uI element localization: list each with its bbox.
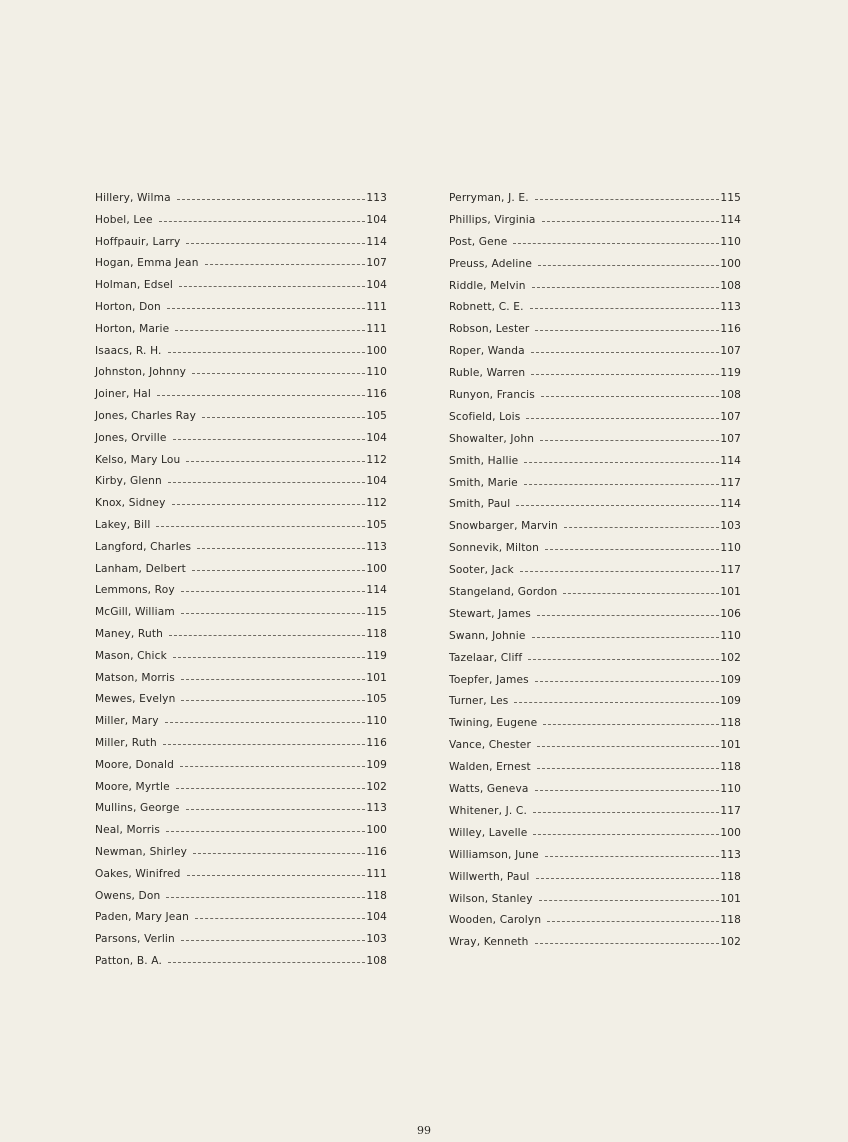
dot-leader	[524, 462, 719, 463]
index-entry	[449, 236, 741, 258]
entry-name: Scofield, Lois	[449, 410, 521, 423]
index-entry	[449, 345, 741, 367]
index-entry	[95, 672, 387, 694]
dot-leader	[195, 918, 365, 919]
entry-name: Smith, Marie	[449, 476, 518, 489]
dot-leader	[168, 962, 365, 963]
index-entry	[449, 323, 741, 345]
entry-name: Lanham, Delbert	[95, 562, 186, 575]
entry-name: Stangeland, Gordon	[449, 586, 558, 599]
entry-page-number: 100	[366, 824, 387, 837]
entry-page-number: 108	[366, 954, 387, 967]
index-entry	[449, 695, 741, 717]
entry-name: Walden, Ernest	[449, 761, 531, 774]
entry-page-number: 100	[720, 826, 741, 839]
index-entry	[95, 236, 387, 258]
entry-name: Lakey, Bill	[95, 518, 151, 531]
index-entry	[95, 693, 387, 715]
index-entry	[95, 432, 387, 454]
dot-leader	[172, 504, 366, 505]
index-entry	[449, 433, 741, 455]
dot-leader	[167, 308, 365, 309]
dot-leader	[181, 940, 365, 941]
dot-leader	[169, 635, 365, 636]
index-entry	[449, 630, 741, 652]
index-entry	[95, 214, 387, 236]
index-entry	[95, 955, 387, 977]
entry-name: Sooter, Jack	[449, 564, 514, 577]
entry-name: Willey, Lavelle	[449, 826, 528, 839]
entry-page-number: 109	[720, 695, 741, 708]
entry-name: Kelso, Mary Lou	[95, 453, 181, 466]
dot-leader	[186, 809, 366, 810]
dot-leader	[205, 264, 366, 265]
entry-page-number: 104	[366, 431, 387, 444]
dot-leader	[181, 613, 366, 614]
entry-page-number: 103	[366, 933, 387, 946]
dot-leader	[186, 461, 365, 462]
index-entry	[95, 606, 387, 628]
index-entry	[449, 871, 741, 893]
entry-page-number: 117	[720, 476, 741, 489]
index-entry	[449, 827, 741, 849]
index-entry	[95, 454, 387, 476]
entry-page-number: 110	[720, 235, 741, 248]
index-entry	[449, 542, 741, 564]
index-entry	[449, 498, 741, 520]
entry-name: Horton, Don	[95, 300, 161, 313]
entry-page-number: 100	[366, 344, 387, 357]
dot-leader	[175, 330, 365, 331]
dot-leader	[177, 199, 366, 200]
entry-name: Johnston, Johnny	[95, 366, 187, 379]
entry-name: Willwerth, Paul	[449, 870, 530, 883]
dot-leader	[157, 395, 365, 396]
entry-page-number: 108	[720, 389, 741, 402]
index-entry	[95, 388, 387, 410]
entry-name: Miller, Ruth	[95, 736, 157, 749]
dot-leader	[541, 396, 719, 397]
dot-leader	[531, 352, 720, 353]
entry-page-number: 107	[366, 257, 387, 270]
dot-leader	[535, 330, 719, 331]
entry-page-number: 101	[720, 892, 741, 905]
entry-page-number: 100	[720, 257, 741, 270]
index-entry	[95, 192, 387, 214]
index-entry	[449, 936, 741, 958]
index-entry	[95, 737, 387, 759]
index-entry	[95, 846, 387, 868]
index-entry	[95, 257, 387, 279]
index-entry	[449, 849, 741, 871]
index-entry	[449, 477, 741, 499]
dot-leader	[528, 659, 719, 660]
entry-page-number: 100	[366, 562, 387, 575]
index-entry	[449, 674, 741, 696]
dot-leader	[202, 417, 365, 418]
entry-page-number: 118	[720, 870, 741, 883]
entry-page-number: 114	[720, 454, 741, 467]
entry-name: Hoffpauir, Larry	[95, 235, 181, 248]
entry-name: Mason, Chick	[95, 649, 167, 662]
index-entry	[95, 759, 387, 781]
dot-leader	[514, 702, 719, 703]
entry-name: Hillery, Wilma	[95, 192, 171, 204]
entry-page-number: 111	[366, 867, 387, 880]
entry-page-number: 112	[366, 453, 387, 466]
dot-leader	[197, 548, 365, 549]
entry-name: Smith, Hallie	[449, 454, 519, 467]
entry-name: Phillips, Virginia	[449, 213, 536, 226]
entry-name: Hobel, Lee	[95, 213, 153, 226]
dot-leader	[168, 352, 366, 353]
dot-leader	[537, 768, 720, 769]
dot-leader	[159, 221, 366, 222]
dot-leader	[530, 308, 720, 309]
entry-page-number: 119	[366, 649, 387, 662]
index-column-right	[449, 192, 741, 958]
entry-name: Moore, Myrtle	[95, 780, 170, 793]
dot-leader	[173, 439, 366, 440]
entry-name: Swann, Johnie	[449, 629, 526, 642]
dot-leader	[545, 549, 719, 550]
entry-page-number: 101	[720, 739, 741, 752]
dot-leader	[168, 482, 365, 483]
index-entry	[449, 717, 741, 739]
entry-page-number: 106	[720, 607, 741, 620]
entry-page-number: 116	[720, 323, 741, 336]
dot-leader	[193, 853, 365, 854]
index-entry	[95, 279, 387, 301]
index-entry	[95, 410, 387, 432]
page-number: 99	[417, 1124, 431, 1137]
dot-leader	[539, 900, 720, 901]
index-entry	[95, 802, 387, 824]
dot-leader	[166, 831, 365, 832]
entry-name: Toepfer, James	[449, 673, 529, 686]
entry-page-number: 115	[720, 192, 741, 204]
entry-page-number: 107	[720, 432, 741, 445]
entry-name: Maney, Ruth	[95, 627, 163, 640]
entry-page-number: 117	[720, 564, 741, 577]
index-entry	[95, 301, 387, 323]
entry-page-number: 111	[366, 322, 387, 335]
entry-name: Holman, Edsel	[95, 279, 173, 292]
entry-page-number: 105	[366, 409, 387, 422]
entry-page-number: 104	[366, 279, 387, 292]
entry-page-number: 114	[720, 498, 741, 511]
index-entry	[449, 893, 741, 915]
dot-leader	[173, 657, 365, 658]
entry-name: Perryman, J. E.	[449, 192, 529, 204]
dot-leader	[533, 834, 719, 835]
dot-leader	[537, 746, 719, 747]
dot-leader	[181, 700, 365, 701]
index-entry	[95, 475, 387, 497]
dot-leader	[186, 243, 365, 244]
dot-leader	[535, 199, 720, 200]
index-entry	[449, 652, 741, 674]
entry-page-number: 113	[720, 848, 741, 861]
entry-page-number: 104	[366, 475, 387, 488]
index-entry	[95, 824, 387, 846]
entry-name: Wooden, Carolyn	[449, 914, 542, 927]
entry-page-number: 104	[366, 911, 387, 924]
dot-leader	[516, 505, 719, 506]
entry-name: Vance, Chester	[449, 739, 531, 752]
dot-leader	[163, 744, 365, 745]
dot-leader	[156, 526, 365, 527]
entry-page-number: 107	[720, 345, 741, 358]
entry-name: Robson, Lester	[449, 323, 530, 336]
index-entry	[95, 323, 387, 345]
entry-page-number: 111	[366, 300, 387, 313]
dot-leader	[535, 943, 720, 944]
dot-leader	[535, 681, 720, 682]
dot-leader	[165, 722, 366, 723]
entry-page-number: 102	[366, 780, 387, 793]
entry-name: Whitener, J. C.	[449, 804, 527, 817]
entry-page-number: 113	[366, 192, 387, 204]
entry-page-number: 101	[720, 586, 741, 599]
index-entry	[449, 389, 741, 411]
dot-leader	[520, 571, 720, 572]
entry-name: Jones, Orville	[95, 431, 167, 444]
index-entry	[449, 761, 741, 783]
dot-leader	[537, 615, 719, 616]
index-entry	[95, 628, 387, 650]
entry-name: Twining, Eugene	[449, 717, 538, 730]
index-entry	[95, 781, 387, 803]
index-entry	[449, 783, 741, 805]
entry-page-number: 114	[720, 213, 741, 226]
entry-page-number: 118	[366, 889, 387, 902]
entry-name: Miller, Mary	[95, 715, 159, 728]
dot-leader	[524, 484, 719, 485]
index-entry	[95, 563, 387, 585]
entry-page-number: 110	[366, 366, 387, 379]
entry-page-number: 112	[366, 497, 387, 510]
entry-name: Robnett, C. E.	[449, 301, 524, 314]
entry-page-number: 103	[720, 520, 741, 533]
entry-name: Watts, Geneva	[449, 783, 529, 796]
entry-name: Post, Gene	[449, 235, 508, 248]
dot-leader	[532, 637, 720, 638]
entry-page-number: 118	[720, 914, 741, 927]
entry-name: Oakes, Winifred	[95, 867, 181, 880]
index-entry	[95, 345, 387, 367]
index-entry	[449, 280, 741, 302]
entry-page-number: 115	[366, 606, 387, 619]
dot-leader	[187, 875, 366, 876]
dot-leader	[176, 788, 366, 789]
entry-page-number: 107	[720, 410, 741, 423]
entry-page-number: 116	[366, 388, 387, 401]
dot-leader	[545, 856, 720, 857]
entry-page-number: 116	[366, 845, 387, 858]
entry-name: Kirby, Glenn	[95, 475, 162, 488]
entry-page-number: 109	[366, 758, 387, 771]
entry-name: McGill, William	[95, 606, 175, 619]
entry-page-number: 110	[720, 783, 741, 796]
index-entry	[449, 301, 741, 323]
index-entry	[95, 868, 387, 890]
entry-page-number: 109	[720, 673, 741, 686]
entry-name: Knox, Sidney	[95, 497, 166, 510]
entry-name: Parsons, Verlin	[95, 933, 175, 946]
entry-page-number: 105	[366, 693, 387, 706]
entry-page-number: 117	[720, 804, 741, 817]
index-entry	[449, 192, 741, 214]
dot-leader	[180, 766, 365, 767]
index-entry	[95, 911, 387, 933]
dot-leader	[166, 897, 365, 898]
dot-leader	[540, 440, 719, 441]
entry-name: Mewes, Evelyn	[95, 693, 176, 706]
entry-page-number: 113	[366, 802, 387, 815]
entry-name: Turner, Les	[449, 695, 509, 708]
entry-name: Isaacs, R. H.	[95, 344, 162, 357]
entry-name: Showalter, John	[449, 432, 535, 445]
index-entry	[449, 739, 741, 761]
dot-leader	[533, 812, 719, 813]
dot-leader	[535, 790, 720, 791]
dot-leader	[179, 286, 365, 287]
dot-leader	[538, 265, 719, 266]
entry-page-number: 108	[720, 279, 741, 292]
dot-leader	[192, 570, 365, 571]
dot-leader	[536, 878, 720, 879]
entry-name: Newman, Shirley	[95, 845, 188, 858]
entry-name: Wilson, Stanley	[449, 892, 533, 905]
entry-page-number: 116	[366, 736, 387, 749]
dot-leader	[192, 373, 365, 374]
index-entry	[449, 914, 741, 936]
index-entry	[449, 608, 741, 630]
entry-page-number: 101	[366, 671, 387, 684]
dot-leader	[542, 221, 720, 222]
entry-name: Williamson, June	[449, 848, 539, 861]
entry-name: Jones, Charles Ray	[95, 409, 196, 422]
entry-page-number: 110	[366, 715, 387, 728]
index-entry	[449, 455, 741, 477]
entry-name: Neal, Morris	[95, 824, 161, 837]
index-entry	[449, 520, 741, 542]
index-entry	[95, 497, 387, 519]
entry-name: Moore, Donald	[95, 758, 174, 771]
entry-name: Hogan, Emma Jean	[95, 257, 199, 270]
index-entry	[95, 650, 387, 672]
dot-leader	[547, 921, 719, 922]
index-entry	[95, 933, 387, 955]
entry-name: Owens, Don	[95, 889, 161, 902]
entry-name: Matson, Morris	[95, 671, 175, 684]
entry-name: Tazelaar, Cliff	[449, 651, 523, 664]
index-entry	[95, 541, 387, 563]
index-entry	[95, 366, 387, 388]
entry-page-number: 104	[366, 213, 387, 226]
entry-page-number: 102	[720, 651, 741, 664]
index-entry	[449, 564, 741, 586]
entry-page-number: 119	[720, 367, 741, 380]
entry-name: Patton, B. A.	[95, 954, 163, 967]
index-entry	[449, 586, 741, 608]
entry-page-number: 102	[720, 936, 741, 949]
dot-leader	[532, 287, 720, 288]
entry-page-number: 118	[720, 717, 741, 730]
index-entry	[95, 584, 387, 606]
entry-name: Preuss, Adeline	[449, 257, 533, 270]
entry-name: Paden, Mary Jean	[95, 911, 189, 924]
entry-name: Sonnevik, Milton	[449, 542, 540, 555]
entry-name: Runyon, Francis	[449, 389, 535, 402]
entry-name: Wray, Kenneth	[449, 936, 529, 949]
entry-name: Joiner, Hal	[95, 388, 151, 401]
index-entry	[449, 214, 741, 236]
index-entry	[449, 411, 741, 433]
index-entry	[449, 367, 741, 389]
index-entry	[449, 805, 741, 827]
entry-page-number: 113	[366, 540, 387, 553]
entry-page-number: 114	[366, 235, 387, 248]
entry-page-number: 114	[366, 584, 387, 597]
entry-name: Lemmons, Roy	[95, 584, 175, 597]
dot-leader	[543, 724, 719, 725]
index-entry	[95, 890, 387, 912]
entry-page-number: 110	[720, 542, 741, 555]
index-entry	[95, 715, 387, 737]
entry-name: Roper, Wanda	[449, 345, 525, 358]
entry-name: Snowbarger, Marvin	[449, 520, 558, 533]
index-entry	[95, 519, 387, 541]
dot-leader	[513, 243, 719, 244]
entry-name: Smith, Paul	[449, 498, 511, 511]
entry-name: Mullins, George	[95, 802, 180, 815]
dot-leader	[563, 593, 719, 594]
entry-page-number: 118	[366, 627, 387, 640]
entry-name: Ruble, Warren	[449, 367, 526, 380]
entry-name: Riddle, Melvin	[449, 279, 526, 292]
dot-leader	[531, 374, 719, 375]
dot-leader	[181, 591, 366, 592]
entry-page-number: 110	[720, 629, 741, 642]
entry-page-number: 105	[366, 518, 387, 531]
entry-name: Horton, Marie	[95, 322, 170, 335]
entry-name: Stewart, James	[449, 607, 531, 620]
index-column-left	[95, 192, 387, 977]
dot-leader	[526, 418, 719, 419]
entry-page-number: 118	[720, 761, 741, 774]
entry-page-number: 113	[720, 301, 741, 314]
dot-leader	[564, 527, 719, 528]
dot-leader	[181, 679, 365, 680]
index-entry	[449, 258, 741, 280]
entry-name: Langford, Charles	[95, 540, 192, 553]
